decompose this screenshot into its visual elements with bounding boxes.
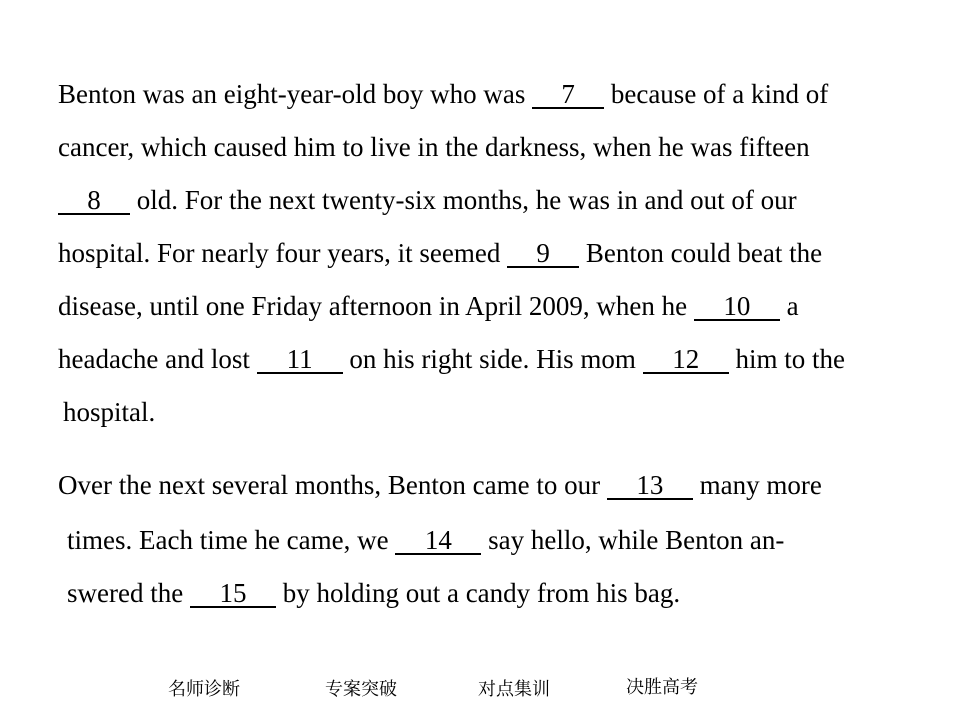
blank-13: 13 [607, 472, 693, 500]
text-segment: hospital. [63, 397, 156, 427]
text-segment: him to the [728, 344, 845, 374]
text-segment: say hello, while Benton an- [481, 525, 785, 555]
passage-line [67, 577, 680, 609]
nav-link-teacher-diagnosis[interactable]: 名师诊断 [168, 679, 240, 700]
text-segment: by holding out a candy from his bag. [275, 578, 681, 608]
blank-12: 12 [643, 346, 729, 374]
text-segment: disease, until one Friday afternoon in April 2009, when he [58, 291, 694, 321]
text-segment: times. Each time he came, we [67, 525, 396, 555]
passage-line [58, 237, 822, 269]
passage-line [58, 290, 799, 322]
text-segment: cancer, which caused him to live in the darkness, when he was fifteen [58, 132, 810, 162]
text-segment: many more [692, 470, 822, 500]
text-segment: hospital. For nearly four years, it seemed [58, 238, 508, 268]
blank-7: 7 [532, 81, 604, 109]
passage-line [58, 469, 822, 501]
text-segment: Over the next several months, Benton came to our [58, 470, 607, 500]
passage-line [58, 131, 810, 163]
passage-line [58, 184, 797, 216]
blank-9: 9 [507, 240, 579, 268]
nav-link-topic-breakthrough[interactable]: 专案突破 [325, 679, 397, 700]
passage-line [58, 78, 828, 110]
text-segment: old. For the next twenty-six months, he was in and out of our [130, 185, 797, 215]
blank-10: 10 [694, 293, 780, 321]
text-segment: because of a kind of [604, 79, 829, 109]
text-segment: Benton was an eight-year-old boy who was [58, 79, 533, 109]
blank-8: 8 [58, 187, 130, 215]
nav-link-targeted-practice[interactable]: 对点集训 [478, 679, 550, 700]
text-segment: Benton could beat the [579, 238, 823, 268]
blank-15: 15 [190, 580, 276, 608]
text-segment: a [779, 291, 799, 321]
passage-line [58, 343, 845, 375]
passage-line [63, 396, 155, 428]
text-segment: on his right side. His mom [342, 344, 643, 374]
blank-14: 14 [395, 527, 481, 555]
blank-11: 11 [257, 346, 343, 374]
text-segment: swered the [67, 578, 190, 608]
passage-line [67, 524, 784, 556]
nav-link-exam-victory[interactable]: 决胜高考 [626, 677, 698, 698]
text-segment: headache and lost [58, 344, 257, 374]
